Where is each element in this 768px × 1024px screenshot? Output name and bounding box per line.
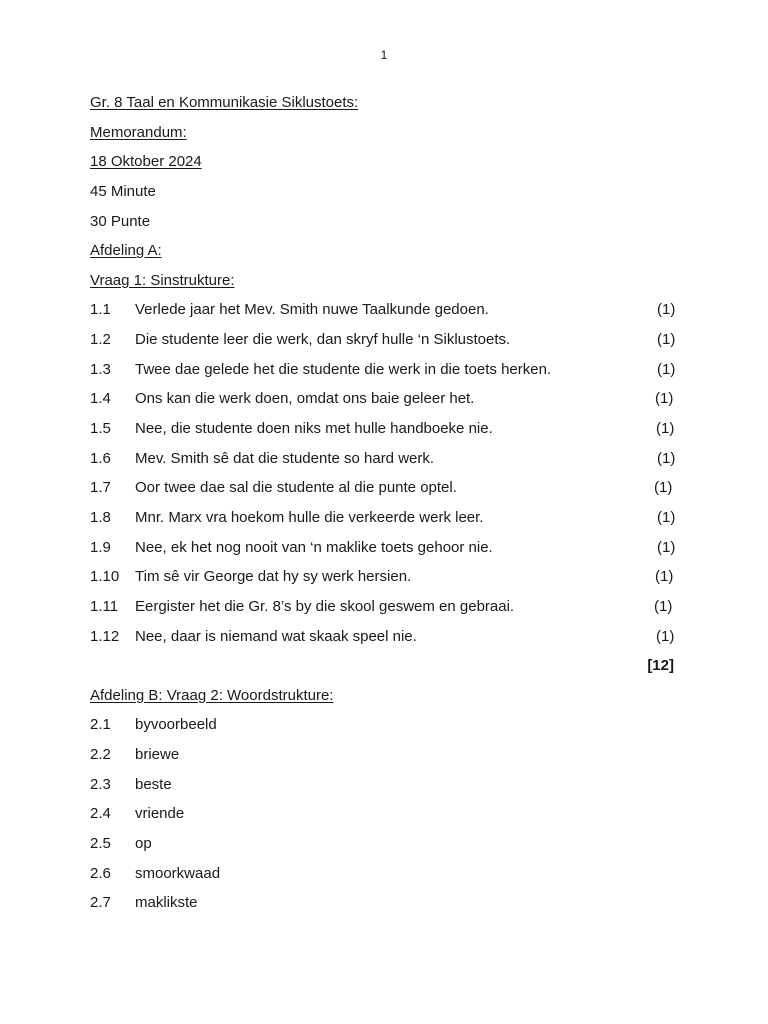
- answer-mark: (1): [654, 597, 673, 615]
- document-body: [90, 91, 690, 921]
- answer-mark: (1): [657, 449, 676, 467]
- answer-row: [90, 506, 690, 536]
- answer-text: briewe: [135, 746, 180, 764]
- answer-number: 1.11: [90, 597, 119, 615]
- memorandum-heading: Memorandum:: [90, 123, 187, 141]
- answer-number: 1.1: [90, 301, 111, 319]
- answer-mark: (1): [657, 331, 676, 349]
- question1-heading: Vraag 1: Sinstrukture:: [90, 271, 235, 289]
- answer-number: 1.9: [90, 538, 111, 556]
- answer-text: byvoorbeeld: [135, 716, 217, 734]
- answer-mark: (1): [657, 538, 676, 556]
- answer-number: 1.3: [90, 360, 111, 378]
- duration-text: 45 Minute: [90, 182, 156, 200]
- answer-text: smoorkwaad: [135, 864, 221, 882]
- answer-text: Tim sê vir George dat hy sy werk hersien.: [135, 568, 412, 586]
- answer-number: 1.6: [90, 449, 111, 467]
- answer-row: [90, 862, 690, 892]
- question2-heading-line: [90, 684, 690, 714]
- answer-text: Twee dae gelede het die studente die werk in die toets herken.: [135, 360, 552, 378]
- document-title: Gr. 8 Taal en Kommunikasie Siklustoets:: [90, 94, 359, 111]
- answer-mark: (1): [655, 568, 674, 586]
- answer-row: [90, 773, 690, 803]
- answer-number: 2.3: [90, 775, 111, 793]
- answer-row: [90, 802, 690, 832]
- answer-text: Nee, ek het nog nooit van ‘n maklike toets gehoor nie.: [135, 538, 493, 556]
- answer-number: 1.10: [90, 568, 120, 586]
- answer-text: Nee, die studente doen niks met hulle handboeke nie.: [135, 420, 493, 438]
- answer-number: 2.2: [90, 746, 111, 764]
- answer-mark: (1): [656, 420, 675, 438]
- answer-number: 2.5: [90, 835, 111, 853]
- answer-text: Oor twee dae sal die studente al die punte optel.: [135, 479, 457, 497]
- answer-text: Die studente leer die werk, dan skryf hulle ‘n Siklustoets.: [135, 331, 511, 349]
- answer-mark: (1): [657, 360, 676, 378]
- answer-row: [90, 298, 690, 328]
- document-title-line: [90, 91, 690, 121]
- answer-mark: (1): [656, 627, 675, 645]
- answer-mark: (1): [654, 479, 673, 497]
- answer-number: 2.4: [90, 805, 111, 823]
- answer-text: Eergister het die Gr. 8’s by die skool geswem en gebraai.: [135, 597, 515, 615]
- answer-text: beste: [135, 775, 172, 793]
- total-line: [90, 654, 690, 684]
- question2-heading: Afdeling B: Vraag 2: Woordstrukture:: [90, 686, 334, 704]
- answer-text: Verlede jaar het Mev. Smith nuwe Taalkunde gedoen.: [135, 301, 489, 319]
- answer-row: [90, 417, 690, 447]
- section-a-line: [90, 239, 690, 269]
- answer-text: vriende: [135, 805, 185, 823]
- answer-number: 1.5: [90, 420, 111, 438]
- answer-number: 2.1: [90, 716, 111, 734]
- answer-mark: (1): [655, 390, 674, 408]
- answer-row: [90, 891, 690, 921]
- answer-text: op: [135, 835, 152, 853]
- memorandum-line: [90, 121, 690, 151]
- date-line: [90, 150, 690, 180]
- section-a-heading: Afdeling A:: [90, 242, 162, 260]
- answer-text: Mev. Smith sê dat die studente so hard werk.: [135, 449, 435, 467]
- answer-text: Nee, daar is niemand wat skaak speel nie.: [135, 627, 417, 645]
- answer-text: Ons kan die werk doen, omdat ons baie geleer het.: [135, 390, 475, 408]
- page-number: 1: [380, 48, 388, 62]
- answer-row: [90, 625, 690, 655]
- answer-text: maklikste: [135, 894, 198, 912]
- answer-row: [90, 328, 690, 358]
- answer-text: Mnr. Marx vra hoekom hulle die verkeerde werk leer.: [135, 508, 484, 526]
- marks-text: 30 Punte: [90, 212, 151, 230]
- answer-number: 2.7: [90, 894, 111, 912]
- answer-row: [90, 536, 690, 566]
- question1-total: [12]: [647, 657, 674, 675]
- answer-row: [90, 832, 690, 862]
- answer-number: 1.7: [90, 479, 111, 497]
- answer-number: 1.12: [90, 627, 120, 645]
- answer-row: [90, 387, 690, 417]
- answer-mark: (1): [657, 508, 676, 526]
- answer-number: 1.4: [90, 390, 111, 408]
- answer-number: 2.6: [90, 864, 111, 882]
- answer-row: [90, 595, 690, 625]
- marks-line: [90, 210, 690, 240]
- answer-row: [90, 447, 690, 477]
- question1-heading-line: [90, 269, 690, 299]
- answer-number: 1.2: [90, 331, 111, 349]
- answer-row: [90, 358, 690, 388]
- answer-row: [90, 743, 690, 773]
- duration-line: [90, 180, 690, 210]
- document-date: 18 Oktober 2024: [90, 153, 202, 171]
- answer-number: 1.8: [90, 508, 111, 526]
- answer-mark: (1): [657, 301, 676, 319]
- answer-row: [90, 713, 690, 743]
- answer-row: [90, 476, 690, 506]
- answer-row: [90, 565, 690, 595]
